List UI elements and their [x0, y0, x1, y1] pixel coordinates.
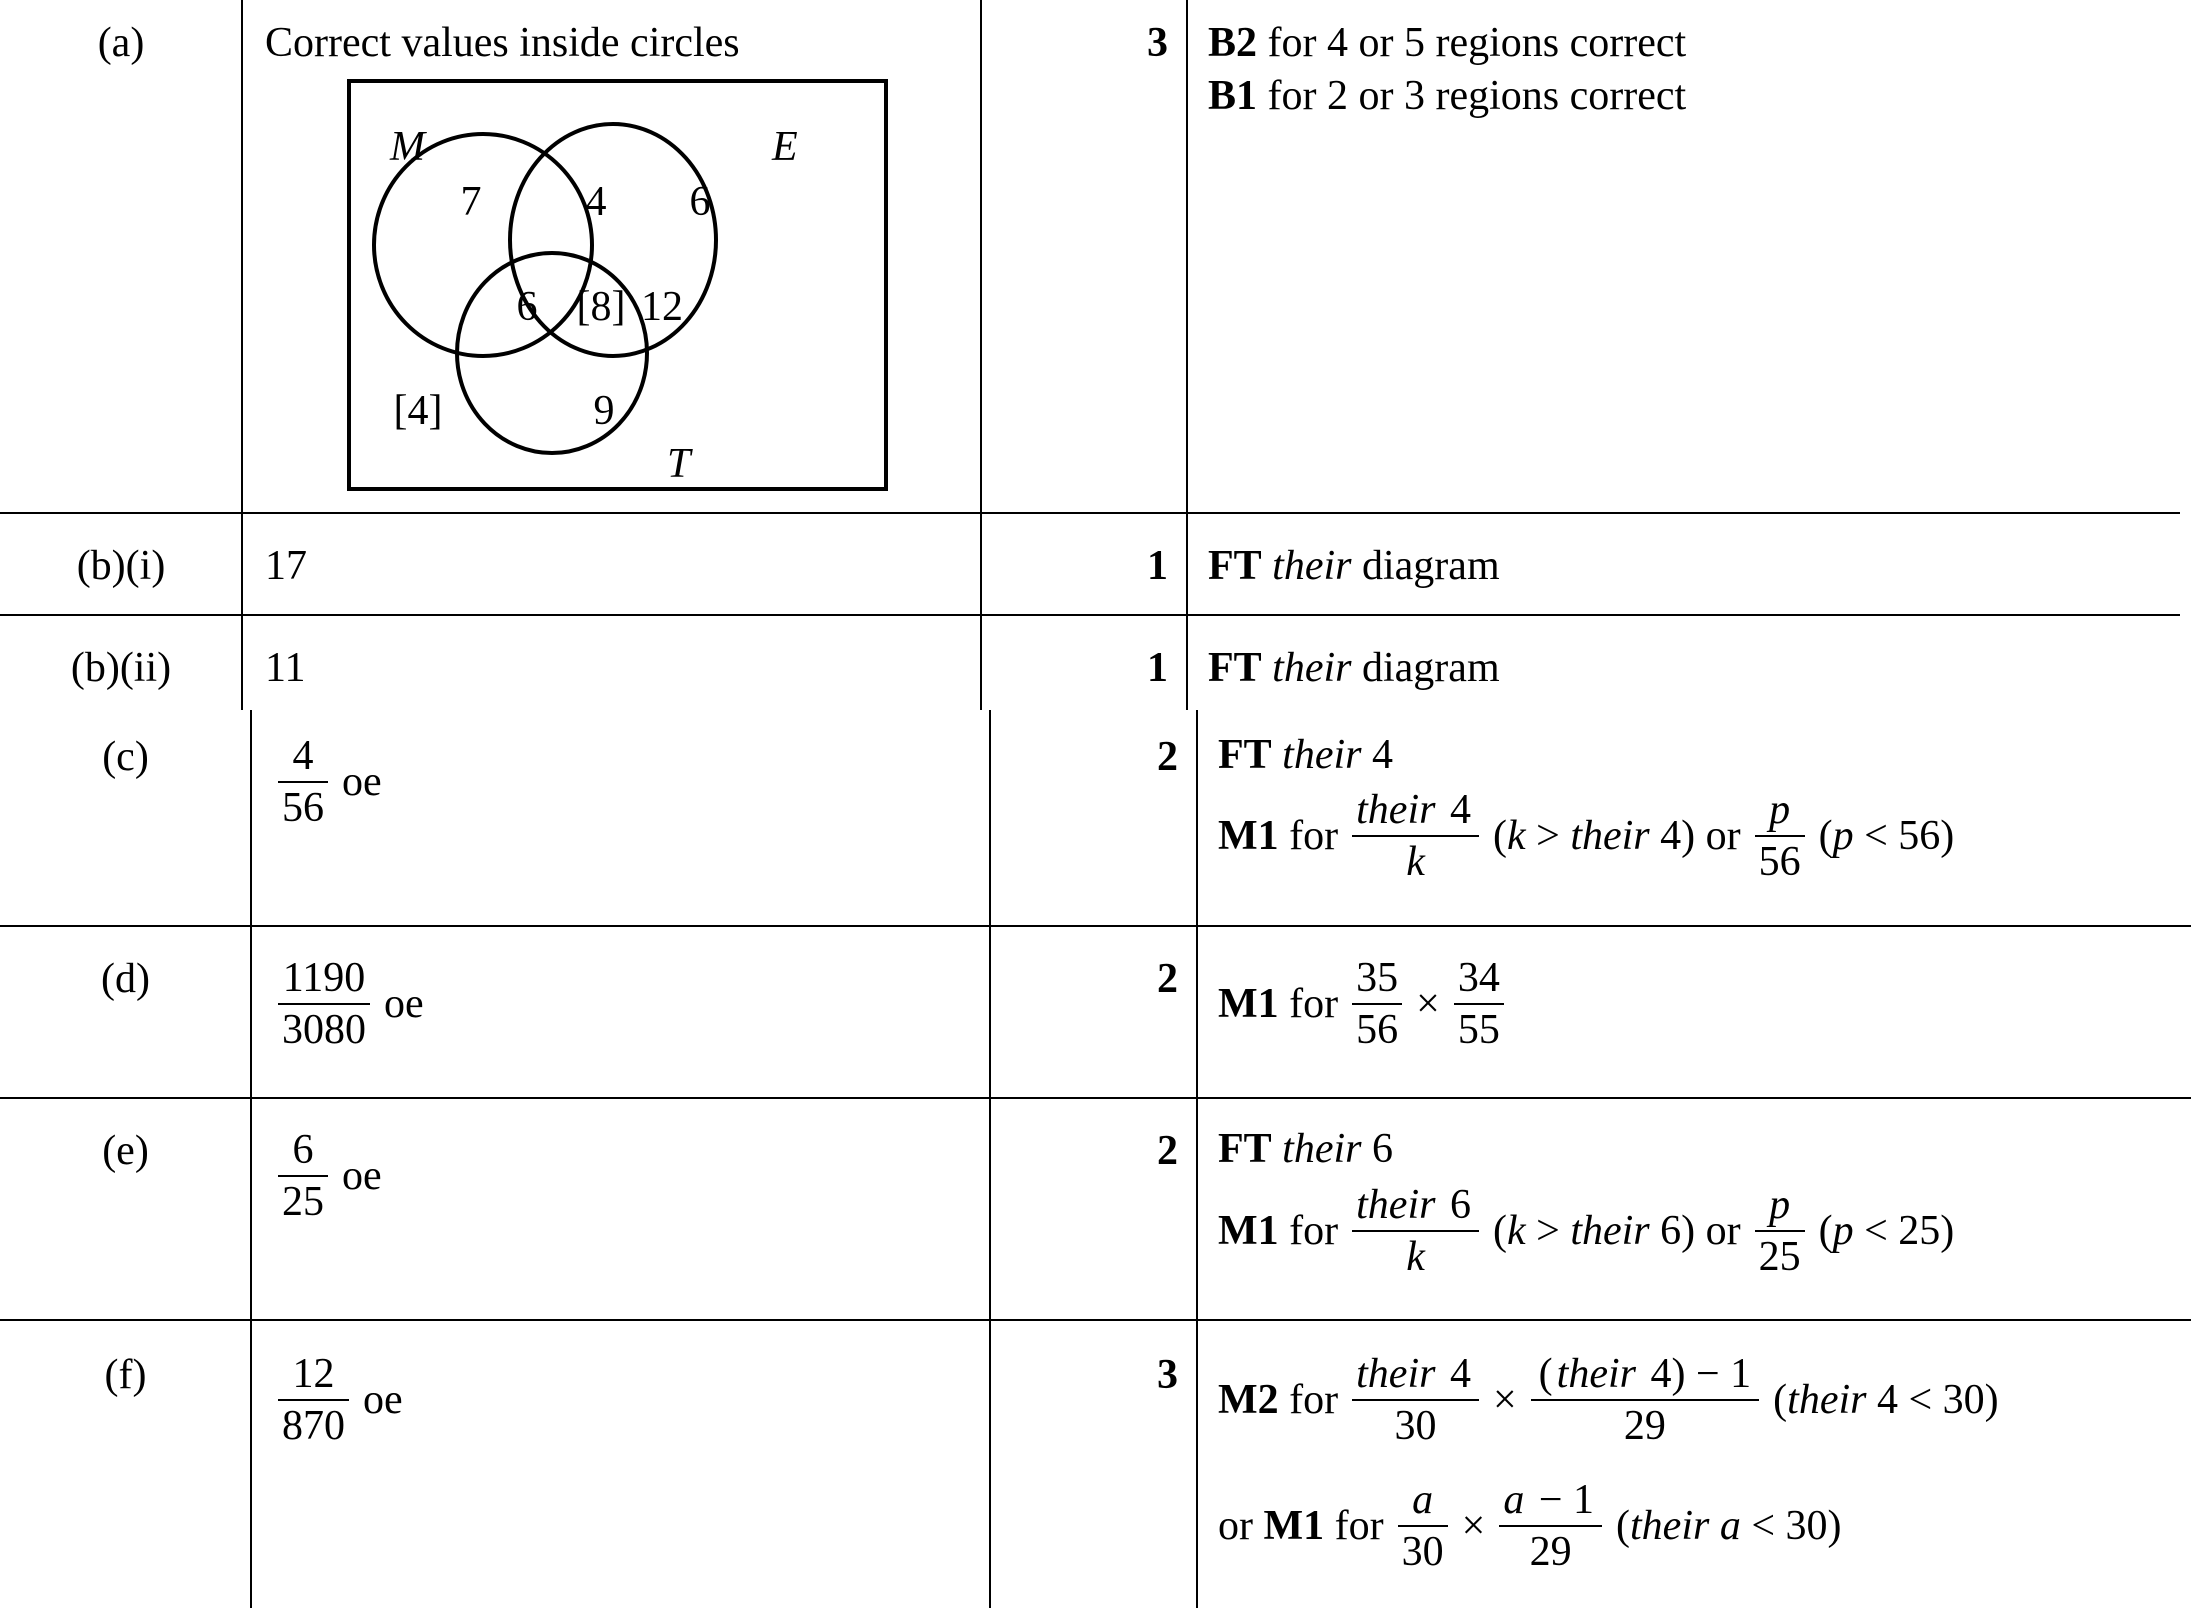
marks-a: 3 [1147, 20, 1168, 66]
their: their a [1630, 1503, 1741, 1549]
note-m2-f [1218, 1352, 1999, 1448]
numerator: 34 [1457, 955, 1500, 1001]
their: their [1272, 543, 1352, 589]
marks-d: 2 [1157, 956, 1178, 1002]
oe-label: oe [342, 759, 382, 805]
note-text: for [1289, 1377, 1339, 1423]
note-text: ( [1818, 813, 1833, 859]
their: their [1356, 1182, 1436, 1228]
note-m1-e [1218, 1183, 1954, 1279]
numerator: p [1769, 1182, 1791, 1228]
var: k [1506, 1208, 1526, 1254]
set-label-m: M [390, 124, 425, 170]
region-outside: [4] [393, 388, 443, 434]
divider [0, 1097, 2191, 1099]
fraction [1352, 788, 1479, 884]
divider [0, 1319, 2191, 1321]
denominator: k [1406, 1234, 1425, 1281]
region-m-e: 4 [585, 179, 607, 225]
note-b-ii [1208, 645, 1500, 691]
mark-code: M1 [1218, 1208, 1279, 1254]
fraction [1352, 1352, 1479, 1448]
their: their [1787, 1377, 1867, 1423]
mark-code: M1 [1263, 1503, 1325, 1549]
numerator: 6 [1439, 1182, 1471, 1228]
denominator: 870 [282, 1403, 345, 1450]
part-label-b-ii: (b)(ii) [70, 645, 172, 691]
ft-code: FT [1218, 732, 1272, 778]
denominator: 29 [1623, 1403, 1666, 1450]
note-text: 6 [1361, 1126, 1393, 1172]
divider [0, 614, 2180, 616]
marks-c: 2 [1157, 734, 1178, 780]
note-text: for [1289, 981, 1339, 1027]
region-e-only: 6 [689, 179, 711, 225]
note-text: > [1525, 1208, 1571, 1254]
fraction [1454, 956, 1504, 1052]
note-text: for 2 or 3 regions correct [1257, 73, 1687, 119]
note-text: for [1334, 1503, 1384, 1549]
region-e-t: 12 [641, 284, 683, 330]
their: their [1356, 1351, 1436, 1397]
note-text: < 30) [1740, 1503, 1842, 1549]
fraction [1398, 1478, 1448, 1574]
part-label-f: (f) [104, 1352, 147, 1398]
answer-c [278, 734, 382, 830]
part-label-e: (e) [102, 1128, 149, 1174]
var: p [1832, 1208, 1854, 1254]
note-text: ( [1773, 1377, 1788, 1423]
note-text: diagram [1351, 645, 1500, 691]
denominator: 30 [1394, 1403, 1437, 1450]
marks-f: 3 [1157, 1352, 1178, 1398]
numerator: 4 [1439, 1351, 1471, 1397]
their: their [1356, 787, 1436, 833]
note-b1 [1208, 73, 1686, 119]
numerator: − 1 [1528, 1477, 1595, 1523]
set-label-e: E [772, 124, 798, 170]
divider [0, 512, 2180, 514]
region-t-only: 9 [593, 388, 615, 434]
oe-label: oe [342, 1153, 382, 1199]
note-text: ( [1818, 1208, 1833, 1254]
oe-label: oe [384, 981, 424, 1027]
answer-d [278, 956, 424, 1052]
venn-diagram [0, 0, 1000, 510]
mark-code: B2 [1208, 20, 1258, 66]
marks-b-i: 1 [1147, 543, 1168, 589]
their: their [1570, 1208, 1650, 1254]
note-text: < 25) [1853, 1208, 1955, 1254]
their: their [1272, 645, 1352, 691]
note-text: > [1525, 813, 1571, 859]
note-text: ( [1616, 1503, 1631, 1549]
answer-e [278, 1128, 382, 1224]
region-m-only: 7 [460, 179, 482, 225]
var: p [1832, 813, 1854, 859]
part-label-a: (a) [97, 20, 145, 66]
denominator: 29 [1529, 1529, 1572, 1576]
region-m-t: 6 [516, 284, 538, 330]
note-b-i [1208, 543, 1500, 589]
fraction [1531, 1352, 1760, 1448]
mark-code: M1 [1218, 813, 1279, 859]
note-text: diagram [1351, 543, 1500, 589]
times-sign: × [1492, 1377, 1517, 1423]
ft-code: FT [1218, 1126, 1272, 1172]
their: their [1282, 732, 1362, 778]
denominator: 55 [1457, 1007, 1500, 1054]
var: a [1503, 1477, 1525, 1523]
note-text: for [1289, 1208, 1339, 1254]
divider [0, 925, 2191, 927]
note-ft-c [1218, 732, 1393, 778]
note-text: ( [1492, 1208, 1507, 1254]
note-text: 4) or [1649, 813, 1741, 859]
answer-b-i: 17 [265, 543, 307, 589]
times-sign: × [1461, 1503, 1486, 1549]
note-text: ( [1492, 813, 1507, 859]
ft-code: FT [1208, 645, 1262, 691]
note-ft-e [1218, 1126, 1393, 1172]
mark-code: M1 [1218, 981, 1279, 1027]
note-b2 [1208, 20, 1686, 66]
circle-t [457, 253, 647, 453]
fraction [278, 734, 328, 830]
answer-f [278, 1352, 403, 1448]
numerator: 4) − 1 [1639, 1351, 1752, 1397]
note-text: for [1289, 813, 1339, 859]
numerator: 12 [292, 1351, 335, 1397]
answer-b-ii: 11 [265, 645, 306, 691]
denominator: k [1406, 839, 1425, 886]
note-text: 4 < 30) [1866, 1377, 1999, 1423]
note-text: < 56) [1853, 813, 1955, 859]
denominator: 56 [282, 785, 324, 832]
marks-e: 2 [1157, 1128, 1178, 1174]
note-m1-c [1218, 788, 1954, 884]
ft-code: FT [1208, 543, 1262, 589]
times-sign: × [1416, 981, 1440, 1027]
note-m1-f [1218, 1478, 1842, 1574]
numerator: 4 [292, 733, 314, 779]
note-text: for 4 or 5 regions correct [1257, 20, 1687, 66]
note-m1-d [1218, 956, 1504, 1052]
their: their [1570, 813, 1650, 859]
note-text: ( [1538, 1351, 1553, 1397]
set-label-t: T [667, 441, 691, 487]
mark-code: M2 [1218, 1377, 1279, 1423]
fraction [1352, 956, 1402, 1052]
fraction [1352, 1183, 1479, 1279]
fraction [1499, 1478, 1602, 1574]
part-label-d: (d) [101, 956, 150, 1002]
denominator: 56 [1758, 839, 1801, 886]
part-label-b-i: (b)(i) [76, 543, 166, 589]
denominator: 25 [282, 1179, 324, 1226]
denominator: 30 [1401, 1529, 1444, 1576]
region-m-e-t: [8] [576, 284, 626, 330]
oe-label: oe [363, 1377, 403, 1423]
note-text: or [1218, 1503, 1253, 1549]
answer-heading: Correct values inside circles [265, 20, 740, 66]
numerator: 35 [1356, 955, 1399, 1001]
divider [1196, 710, 1198, 1608]
numerator: 6 [292, 1127, 314, 1173]
numerator: a [1412, 1477, 1434, 1523]
marks-b-ii: 1 [1147, 645, 1168, 691]
note-text: 6) or [1649, 1208, 1741, 1254]
numerator: 1190 [282, 955, 366, 1001]
denominator: 25 [1758, 1234, 1801, 1281]
fraction [1755, 1183, 1805, 1279]
numerator: p [1769, 787, 1791, 833]
fraction [1755, 788, 1805, 884]
numerator: 4 [1439, 787, 1471, 833]
divider [1186, 0, 1188, 710]
divider [989, 710, 991, 1608]
var: k [1506, 813, 1526, 859]
note-text: 4 [1361, 732, 1393, 778]
part-label-c: (c) [102, 734, 149, 780]
fraction [278, 1352, 349, 1448]
denominator: 56 [1356, 1007, 1399, 1054]
denominator: 3080 [282, 1007, 366, 1054]
their: their [1556, 1351, 1636, 1397]
fraction [278, 956, 370, 1052]
fraction [278, 1128, 328, 1224]
their: their [1282, 1126, 1362, 1172]
mark-code: B1 [1208, 73, 1258, 119]
